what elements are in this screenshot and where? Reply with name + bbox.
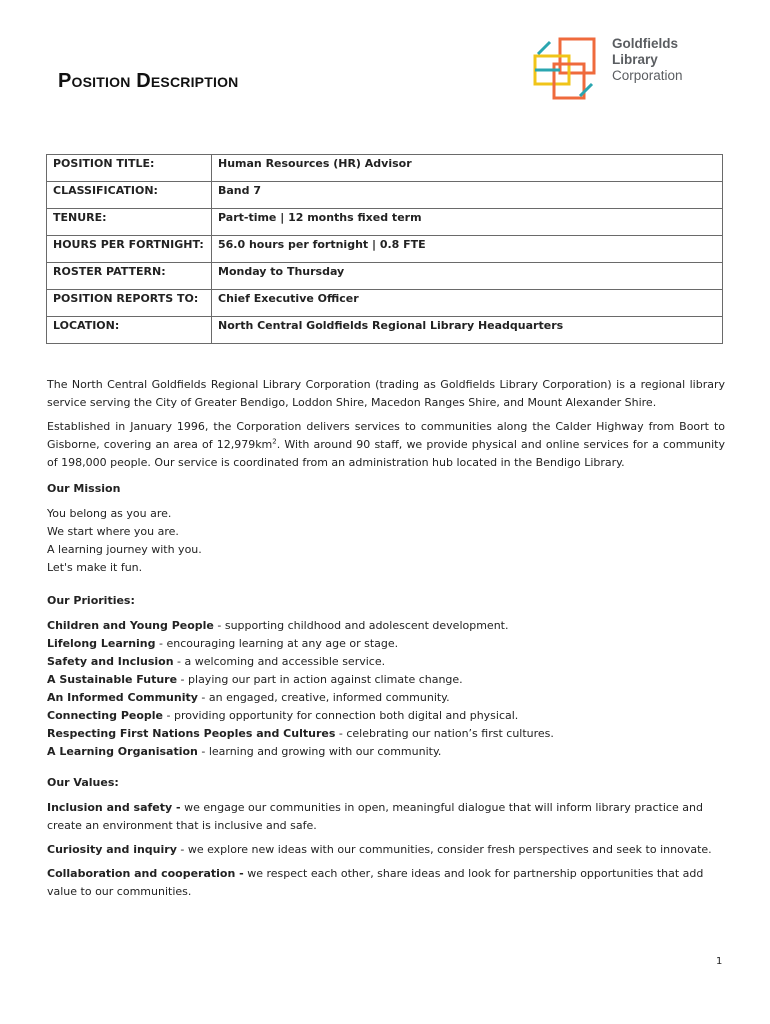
intro-paragraph-1: The North Central Goldfields Regional Library Corporation (trading as Goldfields Library Corporation) is a regional library service serving the City of Greater Bendigo, Loddon Shire, Macedon Ranges Shire, and Mount Alexander Shire. bbox=[47, 378, 725, 409]
list-item: Respecting First Nations Peoples and Cultures - celebrating our nation’s first cultures. bbox=[47, 727, 554, 740]
logo-line-3: Corporation bbox=[612, 68, 683, 83]
row-value: Human Resources (HR) Advisor bbox=[212, 155, 723, 182]
goldfields-logo bbox=[532, 36, 712, 102]
table-row bbox=[47, 155, 723, 182]
mission-line: You belong as you are. bbox=[47, 507, 172, 520]
mission-heading: Our Mission bbox=[47, 482, 121, 495]
mission-line: We start where you are. bbox=[47, 525, 179, 538]
row-value: Monday to Thursday bbox=[212, 263, 723, 290]
row-value: Part-time | 12 months fixed term bbox=[212, 209, 723, 236]
list-item: Safety and Inclusion - a welcoming and accessible service. bbox=[47, 655, 386, 668]
value-item: Inclusion and safety - we engage our communities in open, meaningful dialogue that will inform library practice and create an environment that is inclusive and safe. bbox=[47, 801, 703, 832]
value-item: Collaboration and cooperation - we respect each other, share ideas and look for partnership opportunities that add value to our communities. bbox=[47, 867, 704, 898]
list-item: A Sustainable Future - playing our part in action against climate change. bbox=[47, 673, 463, 686]
list-item: A Learning Organisation - learning and growing with our community. bbox=[47, 745, 442, 758]
mission-line: A learning journey with you. bbox=[47, 543, 202, 556]
list-item: An Informed Community - an engaged, creative, informed community. bbox=[47, 691, 450, 704]
intro-paragraph-2: Established in January 1996, the Corporation delivers services to communities along the Calder Highway from Boort to Gisborne, covering an area of $12,979km^2$. With around 90 staff, we provide physical and online services for a community of 198,000 people. Our service is coordinated from an administration hub located in the Bendigo Library. bbox=[47, 420, 725, 469]
logo-line-2: Library bbox=[612, 52, 658, 67]
table-row bbox=[47, 182, 723, 209]
table-row bbox=[47, 236, 723, 263]
row-value: Band 7 bbox=[212, 182, 723, 209]
priorities-heading: Our Priorities: bbox=[47, 594, 135, 607]
table-row bbox=[47, 209, 723, 236]
values-heading: Our Values: bbox=[47, 776, 119, 789]
row-label: POSITION TITLE: bbox=[47, 155, 212, 182]
list-item: Children and Young People - supporting childhood and adolescent development. bbox=[47, 619, 509, 632]
table-row bbox=[47, 317, 723, 344]
logo-mark-icon bbox=[532, 36, 602, 102]
row-label: CLASSIFICATION: bbox=[47, 182, 212, 209]
row-value: North Central Goldfields Regional Library Headquarters bbox=[212, 317, 723, 344]
mission-line: Let's make it fun. bbox=[47, 561, 143, 574]
row-label: TENURE: bbox=[47, 209, 212, 236]
priorities-list bbox=[47, 617, 725, 761]
logo-wordmark bbox=[612, 36, 683, 84]
position-details-table bbox=[46, 154, 723, 344]
list-item: Connecting People - providing opportunity for connection both digital and physical. bbox=[47, 709, 519, 722]
row-label: ROSTER PATTERN: bbox=[47, 263, 212, 290]
table-row bbox=[47, 290, 723, 317]
logo-line-1: Goldfields bbox=[612, 36, 679, 51]
row-value: 56.0 hours per fortnight | 0.8 FTE bbox=[212, 236, 723, 263]
table-row bbox=[47, 263, 723, 290]
page-number: 1 bbox=[716, 956, 723, 967]
document-body bbox=[47, 376, 725, 907]
mission-lines bbox=[47, 505, 725, 577]
value-item: Curiosity and inquiry - we explore new ideas with our communities, consider fresh perspectives and seek to innovate. bbox=[47, 843, 712, 856]
list-item: Lifelong Learning - encouraging learning at any age or stage. bbox=[47, 637, 399, 650]
row-label: POSITION REPORTS TO: bbox=[47, 290, 212, 317]
row-label: HOURS PER FORTNIGHT: bbox=[47, 236, 212, 263]
page-title: Position Description bbox=[58, 70, 239, 92]
row-value: Chief Executive Officer bbox=[212, 290, 723, 317]
row-label: LOCATION: bbox=[47, 317, 212, 344]
